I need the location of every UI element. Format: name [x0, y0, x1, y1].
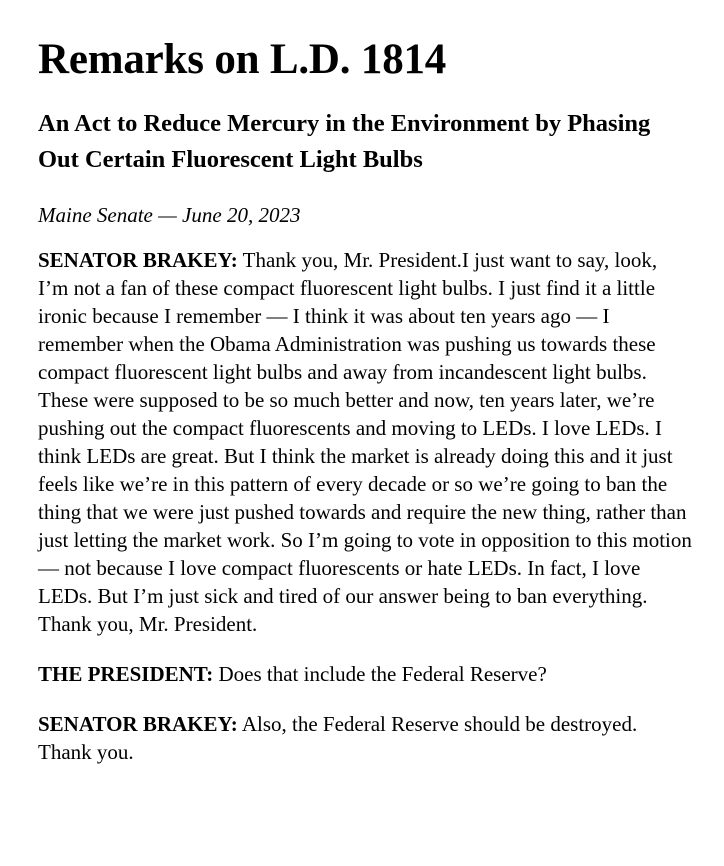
transcript-paragraph	[38, 660, 692, 688]
speech-text: Does that include the Federal Reserve?	[218, 662, 547, 686]
transcript-paragraph	[38, 710, 692, 766]
speaker-label: SENATOR BRAKEY:	[38, 712, 238, 736]
speech-text: Thank you, Mr. President.I just want to say, look, I’m not a fan of these compact fluorescent light bulbs. I just find it a little ironic because I remember — I think it was about ten years ago — I remember when the Obama Administration was pushing us towards these compact fluorescent light bulbs and away from incandescent light bulbs. These were supposed to be so much better and now, ten years later, we’re pushing out the compact fluorescents and moving to LEDs. I love LEDs. I think LEDs are great. But I think the market is already doing this and it just feels like we’re in this pattern of every decade or so we’re going to ban the thing that we were just pushed towards and require the new thing, rather than just letting the market work. So I’m going to vote in opposition to this motion — not because I love compact fluorescents or hate LEDs. In fact, I love LEDs. But I’m just sick and tired of our answer being to ban everything. Thank you, Mr. President.	[38, 248, 692, 636]
page-subtitle: An Act to Reduce Mercury in the Environment by Phasing Out Certain Fluorescent Light Bulbs	[38, 110, 651, 173]
page-title: Remarks on L.D. 1814	[38, 36, 447, 83]
speaker-label: THE PRESIDENT:	[38, 662, 214, 686]
date-line: Maine Senate — June 20, 2023	[38, 203, 301, 227]
speaker-label: SENATOR BRAKEY:	[38, 248, 238, 272]
transcript-paragraph	[38, 246, 692, 638]
speech-text: Also, the Federal Reserve should be destroyed. Thank you.	[38, 712, 638, 764]
